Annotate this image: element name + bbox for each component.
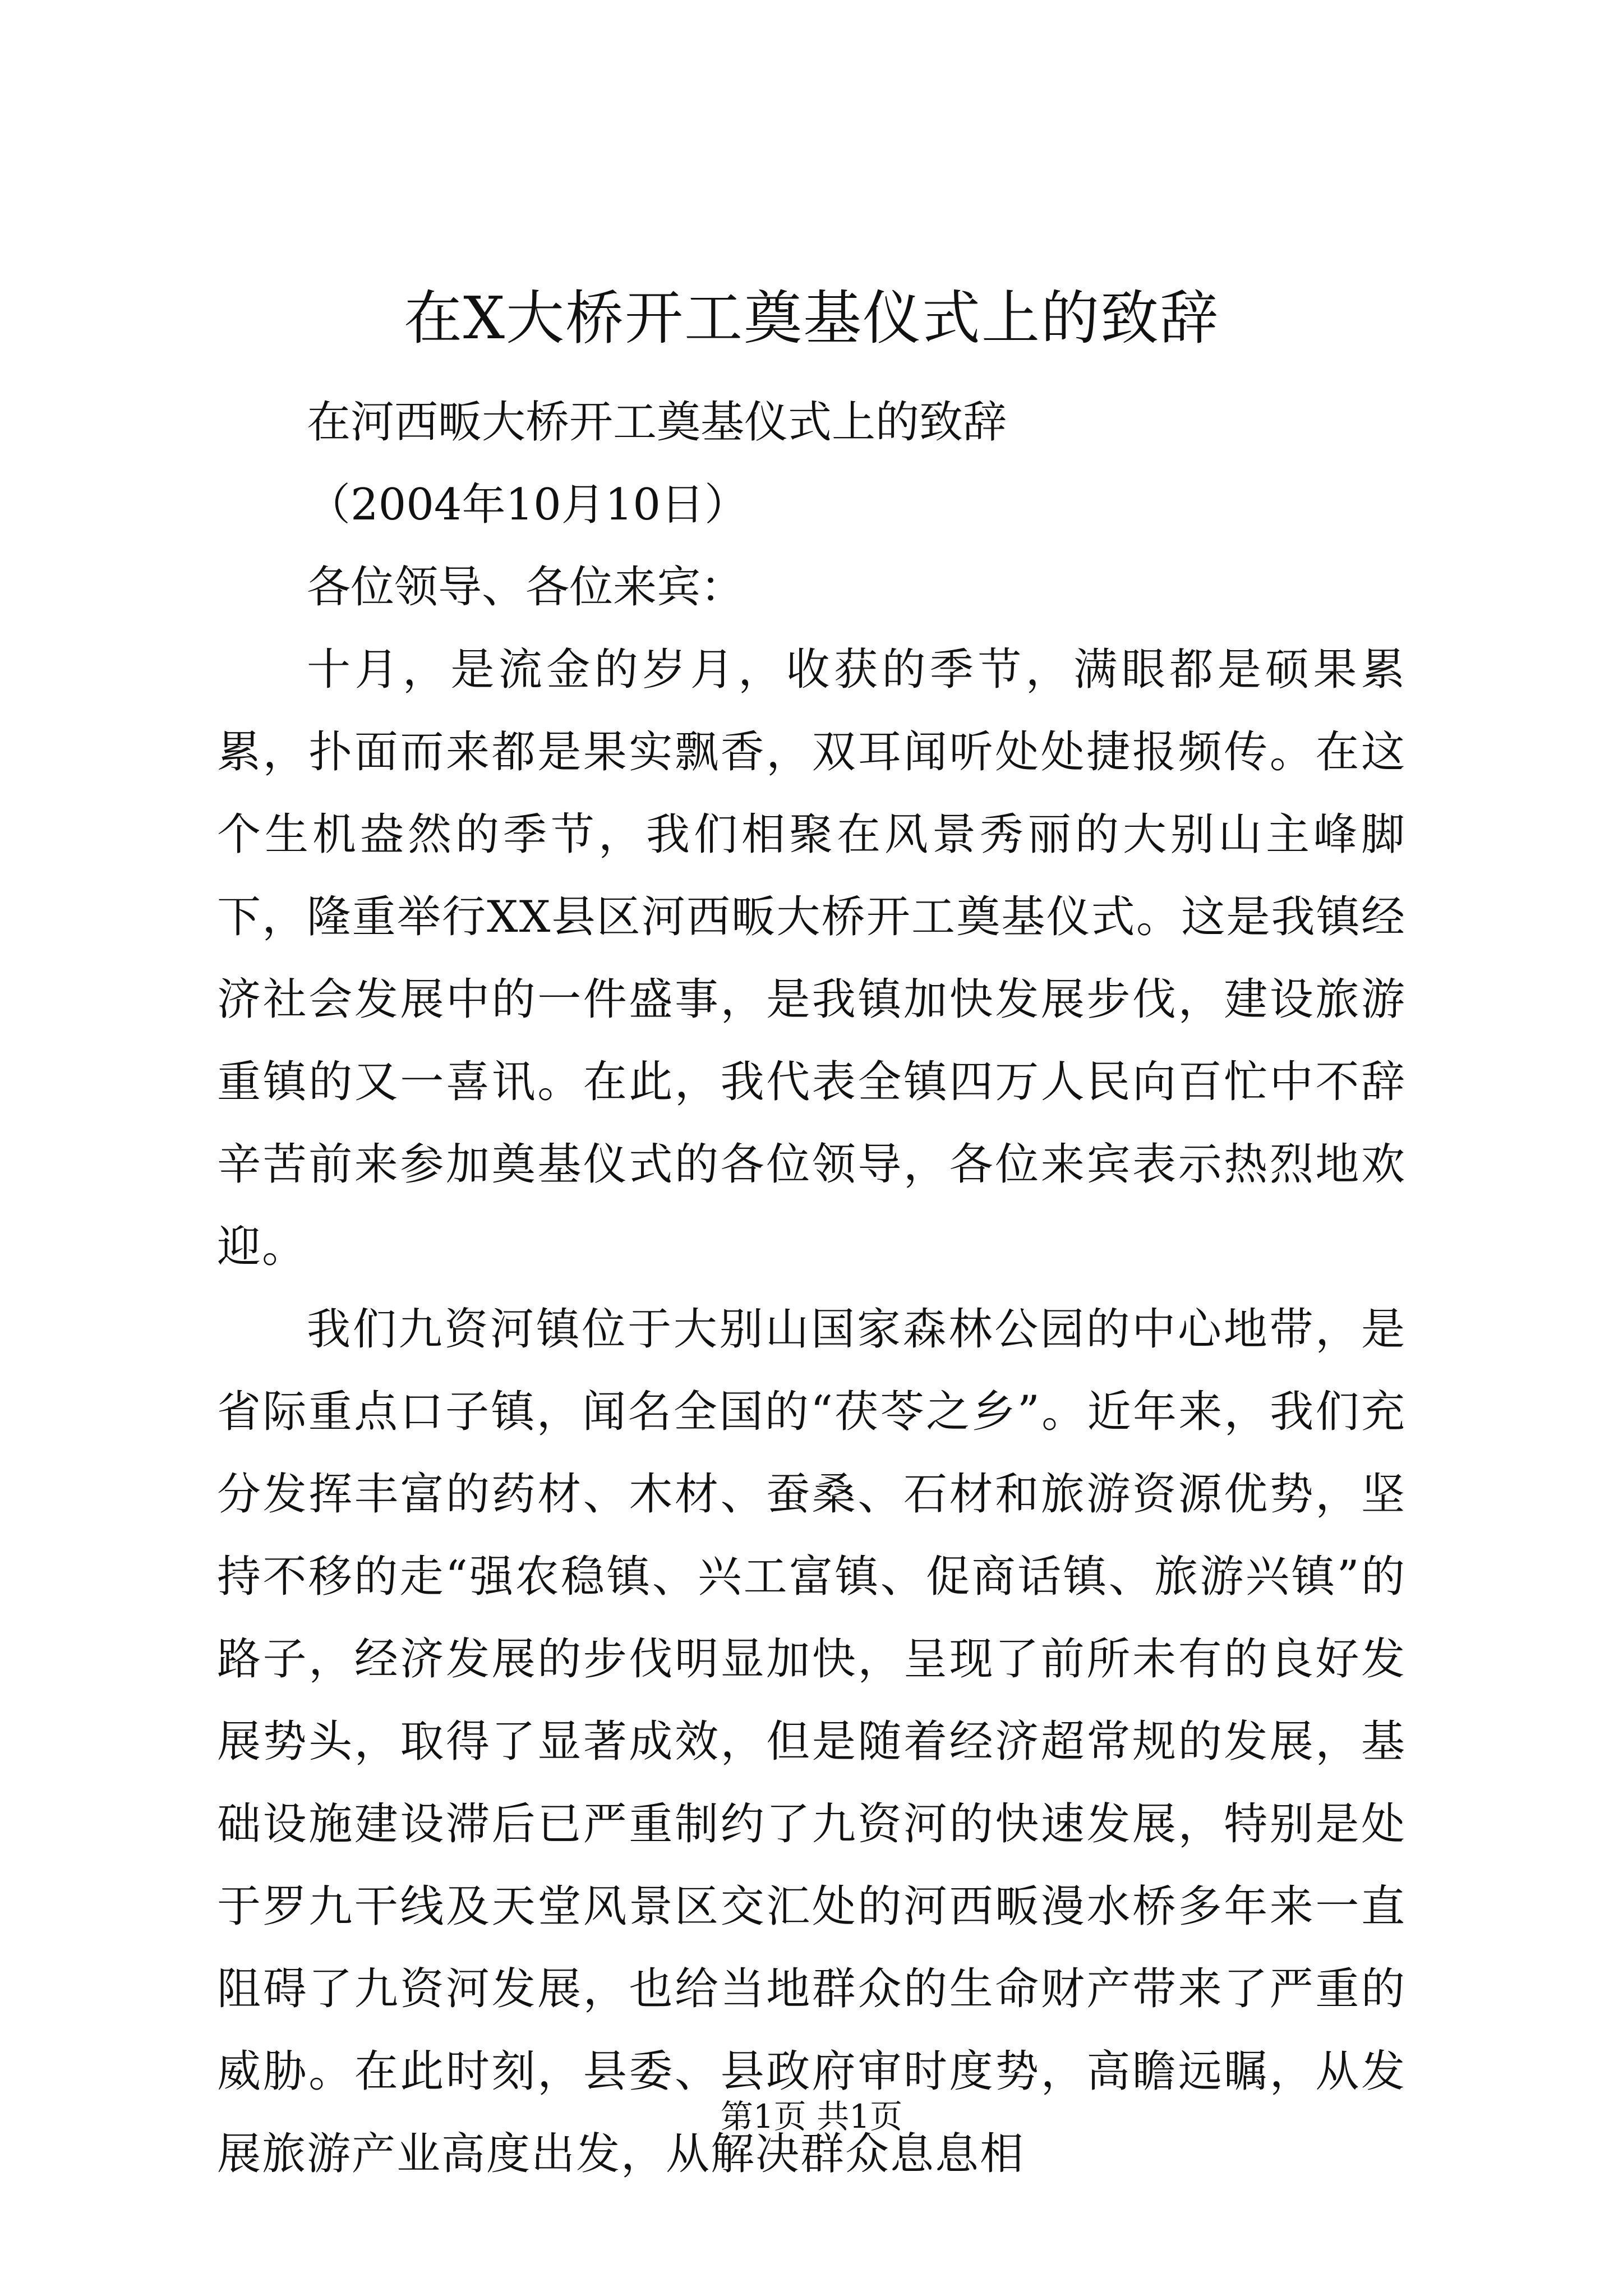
document-date: （2004年10月10日） xyxy=(307,480,749,530)
salutation: 各位领导、各位来宾： xyxy=(307,562,745,613)
paragraph-1: 十月，是流金的岁月，收获的季节，满眼都是硕果累累，扑面而来都是果实飘香，双耳闻听处处捷报频传。在这个生机盎然的季节，我们相聚在风景秀丽的大别山主峰脚下，隆重举行XX县区河西畈大桥开工奠基仪式。这是我镇经济社会发展中的一件盛事，是我镇加快发展步伐，建设旅游重镇的又一喜讯。在此，我代表全镇四万人民向百忙中不辞辛苦前来参加奠基仪式的各位领导，各位来宾表示热烈地欢迎。 xyxy=(217,645,1406,1272)
page-footer: 第1页 共1页 xyxy=(720,2097,903,2136)
document-subtitle: 在河西畈大桥开工奠基仪式上的致辞 xyxy=(307,397,1007,448)
document-body xyxy=(217,381,1406,2196)
paragraph-2: 我们九资河镇位于大别山国家森林公园的中心地带，是省际重点口子镇，闻名全国的“茯苓之乡”。近年来，我们充分发挥丰富的药材、木材、蚕桑、石材和旅游资源优势，坚持不移的走“强农稳镇、兴工富镇、促商话镇、旅游兴镇”的路子，经济发展的步伐明显加快，呈现了前所未有的良好发展势头，取得了显著成效，但是随着经济超常规的发展，基础设施建设滞后已严重制约了九资河的快速发展，特别是处于罗九干线及天堂风景区交汇处的河西畈漫水桥多年来一直阻碍了九资河发展，也给当地群众的生命财产带来了严重的威胁。在此时刻，县委、县政府审时度势，高瞻远瞩，从发展旅游产业高度出发，从解决群众息息相 xyxy=(217,1304,1406,2179)
document-title: 在X大桥开工奠基仪式上的致辞 xyxy=(403,284,1220,352)
